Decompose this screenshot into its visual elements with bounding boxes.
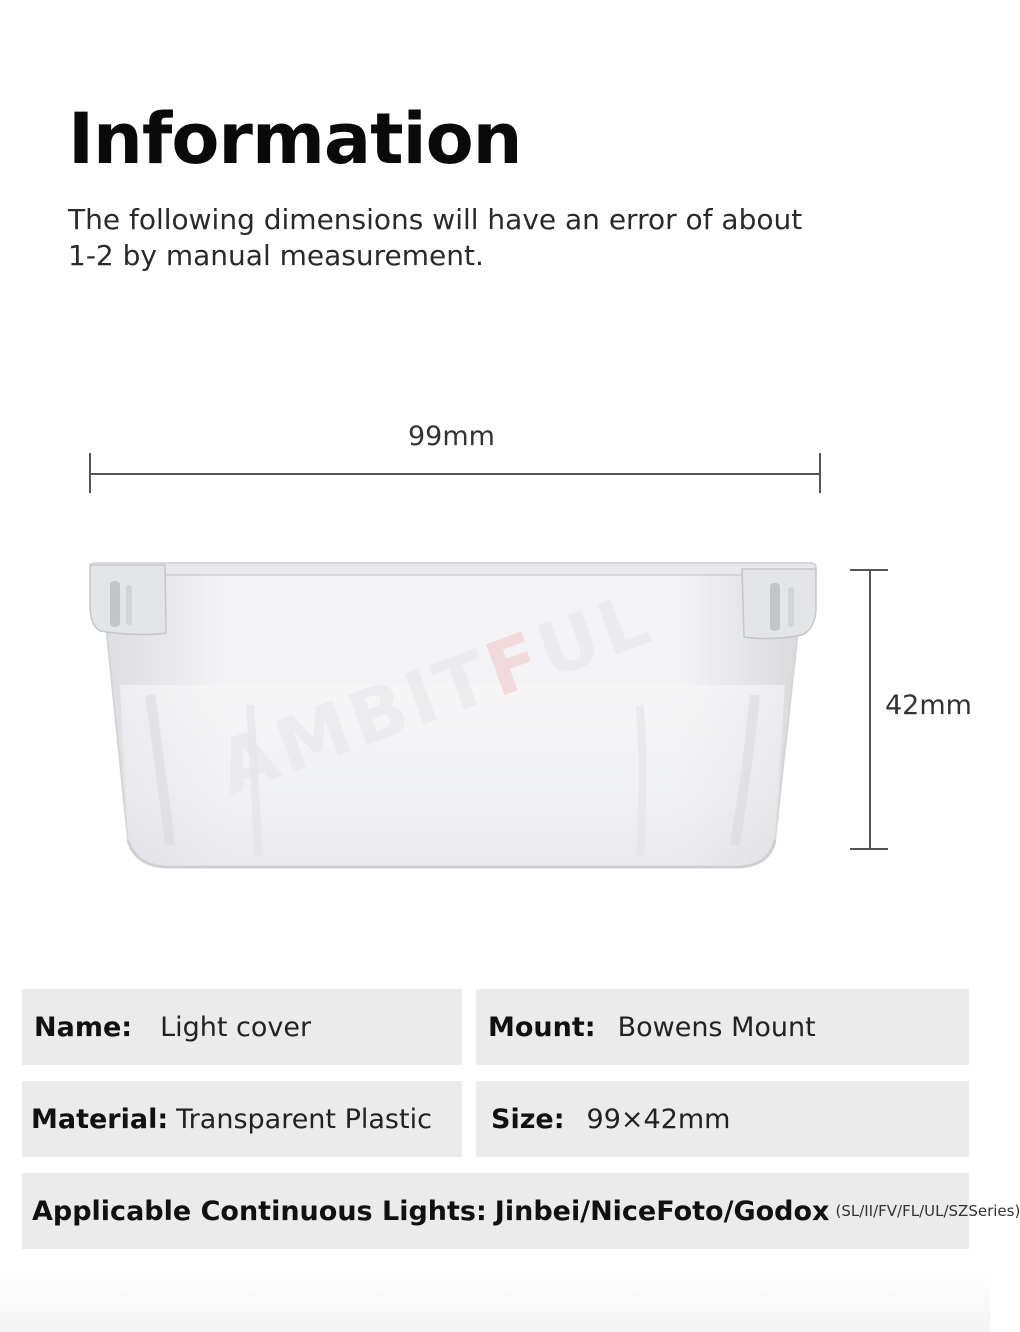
page-subtitle: The following dimensions will have an error of about 1-2 by manual measurement. bbox=[68, 203, 803, 272]
footer-fade bbox=[0, 1270, 990, 1332]
spec-size-value: 99×42mm bbox=[586, 1103, 731, 1135]
spec-name-value: Light cover bbox=[160, 1011, 312, 1043]
spec-lights-key: Applicable Continuous Lights: bbox=[32, 1195, 487, 1227]
spec-mount-value: Bowens Mount bbox=[617, 1011, 816, 1043]
height-dimension-tick-bottom bbox=[850, 848, 888, 850]
spec-material-row bbox=[22, 1081, 462, 1157]
product-image bbox=[80, 545, 825, 884]
spec-lights-row bbox=[22, 1173, 1020, 1249]
spec-lights-value: Jinbei/NiceFoto/Godox bbox=[494, 1195, 830, 1227]
width-dimension-tick-left bbox=[89, 453, 91, 493]
height-dimension-tick-top bbox=[850, 569, 888, 571]
height-dimension-line bbox=[869, 569, 871, 850]
spec-size-key: Size: bbox=[491, 1103, 565, 1135]
width-dimension-label: 99mm bbox=[408, 421, 495, 452]
spec-material-value: Transparent Plastic bbox=[176, 1103, 432, 1135]
page-title: Information bbox=[68, 98, 522, 180]
spec-size-row bbox=[476, 1081, 969, 1157]
spec-name-row bbox=[22, 989, 462, 1065]
spec-mount-key: Mount: bbox=[488, 1011, 596, 1043]
width-dimension-tick-right bbox=[819, 453, 821, 493]
width-dimension-line bbox=[90, 473, 820, 475]
height-dimension-label: 42mm bbox=[885, 690, 972, 721]
spec-material-key: Material: bbox=[31, 1103, 169, 1135]
spec-lights-note: (SL/II/FV/FL/UL/SZSeries) bbox=[835, 1202, 1020, 1220]
svg-text:AMBITFUL: AMBITFUL bbox=[206, 575, 664, 812]
spec-name-key: Name: bbox=[34, 1011, 133, 1043]
spec-mount-row bbox=[476, 989, 969, 1065]
